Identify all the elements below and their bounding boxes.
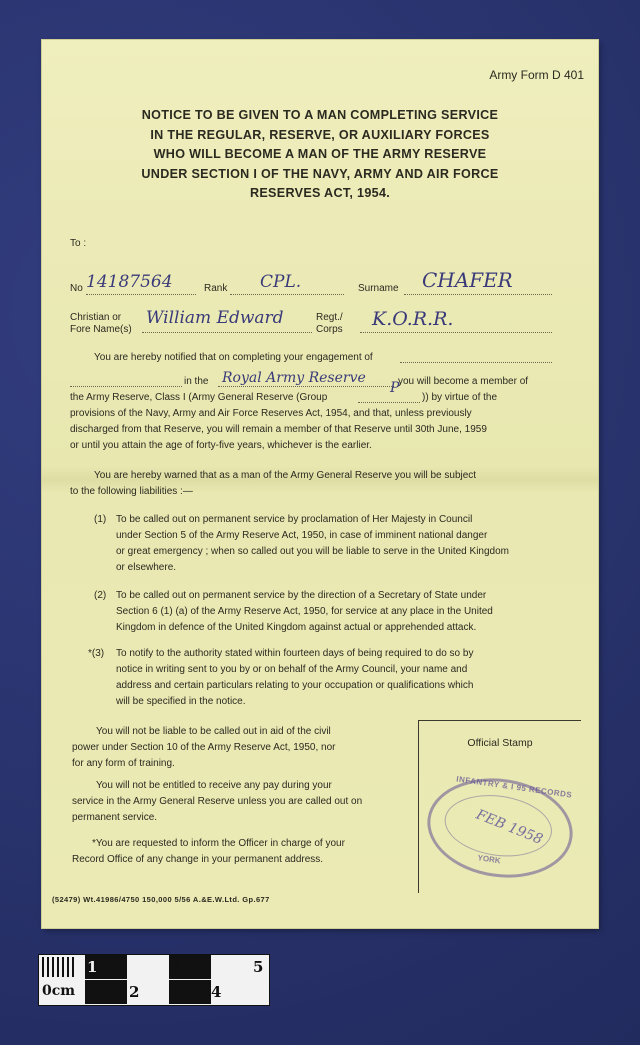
- item-line: Section 6 (1) (a) of the Army Reserve Act, 1950, for service at any place in the United: [116, 606, 493, 617]
- item-line: To be called out on permanent service by proclamation of Her Majesty in Council: [116, 514, 473, 525]
- notice-line: discharged from that Reserve, you will remain a member of that Reserve until 30th June, 1959: [70, 424, 487, 435]
- surname-line: [404, 294, 552, 295]
- reserve-value: Royal Army Reserve: [222, 370, 366, 386]
- item-number: *(3): [88, 648, 105, 659]
- scale-segment: [127, 955, 169, 979]
- scale-number: 5: [253, 958, 264, 976]
- reserve-line: [218, 386, 394, 387]
- notice-line-1: [94, 350, 554, 366]
- pay-line: You will not be entitled to receive any pay during your: [96, 780, 332, 791]
- liability-item-2: [94, 588, 556, 636]
- civil-line: for any form of training.: [72, 758, 175, 769]
- scale-number: 3: [171, 958, 182, 976]
- scale-segment: [39, 955, 86, 979]
- rank-line: [230, 294, 344, 295]
- item-number: (2): [94, 590, 107, 601]
- notice-body: [70, 406, 560, 454]
- notice-line-2-end: you will become a member of: [398, 376, 529, 387]
- inform-line: *You are requested to inform the Officer in charge of your: [92, 838, 345, 849]
- to-label: To :: [70, 238, 87, 249]
- notice-in-the: in the: [184, 376, 209, 387]
- record-office-stamp: [421, 769, 579, 886]
- notice-text: You are hereby notified that on completing your engagement of: [94, 352, 373, 363]
- regt-label: Regt./: [316, 312, 343, 323]
- group-line: [358, 402, 420, 403]
- scale-mm-ticks: [39, 955, 85, 979]
- official-stamp-box: [418, 720, 581, 893]
- inform-line: Record Office of any change in your permanent address.: [72, 854, 324, 865]
- service-number-line: [86, 294, 196, 295]
- engagement-line: [400, 362, 552, 363]
- civil-line: power under Section 10 of the Army Reserve Act, 1950, nor: [72, 742, 336, 753]
- item-text: [116, 588, 556, 636]
- scale-number: 1: [87, 958, 98, 976]
- warning-line: You are hereby warned that as a man of the Army General Reserve you will be subject: [94, 470, 477, 481]
- print-footer: (52479) Wt.41986/4750 150,000 5/56 A.&E.W.Ltd. Gp.677: [52, 895, 270, 904]
- corps-label: Corps: [316, 324, 343, 335]
- item-line: will be specified in the notice.: [116, 696, 246, 707]
- christian-name-line: [142, 332, 312, 333]
- heading-line: UNDER SECTION I OF THE NAVY, ARMY AND AIR FORCE: [141, 166, 499, 181]
- regt-line: [360, 332, 552, 333]
- form-heading: [82, 106, 558, 204]
- liability-item-1: [94, 512, 556, 576]
- item-line: notice in writing sent to you by or on behalf of the Army Council, your name and: [116, 664, 468, 675]
- scale-number: 4: [211, 983, 222, 1001]
- heading-line: WHO WILL BECOME A MAN OF THE ARMY RESERVE: [153, 147, 487, 161]
- fore-name-label: Fore Name(s): [70, 324, 132, 335]
- item-line: To be called out on permanent service by the direction of a Secretary of State under: [116, 590, 487, 601]
- notice-line-3a: the Army Reserve, Class I (Army General Reserve (Group: [70, 392, 328, 403]
- item-line: address and certain particulars relating to your occupation or qualifications which: [116, 680, 474, 691]
- heading-line: IN THE REGULAR, RESERVE, OR AUXILIARY FORCES: [150, 127, 490, 142]
- item-line: or elsewhere.: [116, 562, 177, 573]
- service-number-label: No: [70, 283, 83, 294]
- pay-line: service in the Army General Reserve unless you are called out on: [72, 796, 363, 807]
- scale-unit: 0cm: [42, 983, 76, 999]
- centimetre-scale-bar: [38, 954, 270, 1006]
- liability-item-3: [88, 646, 556, 710]
- surname-value: CHAFER: [422, 268, 513, 292]
- item-text: [116, 512, 556, 576]
- christian-name-value: William Edward: [146, 308, 284, 328]
- group-value: P: [390, 380, 400, 396]
- pay-paragraph: [72, 778, 402, 826]
- surname-label: Surname: [358, 283, 399, 294]
- form-number: Army Form D 401: [489, 68, 584, 82]
- in-the-blank-line: [70, 386, 182, 387]
- civil-line: You will not be liable to be called out in aid of the civil: [96, 726, 331, 737]
- stamp-date: FEB 1958: [473, 806, 545, 848]
- pay-line: permanent service.: [72, 812, 158, 823]
- rank-label: Rank: [204, 283, 228, 294]
- inform-paragraph: [72, 836, 412, 868]
- item-line: Kingdom in defence of the United Kingdom against actual or apprehended attack.: [116, 622, 477, 633]
- stamp-bottom-text: YORK: [477, 853, 502, 866]
- notice-line-3b: )) by virtue of the: [422, 392, 498, 403]
- item-line: under Section 5 of the Army Reserve Act, 1950, in case of imminent national danger: [116, 530, 488, 541]
- rank-value: CPL.: [260, 272, 302, 292]
- item-number: (1): [94, 514, 107, 525]
- christian-name-label: Christian or: [70, 312, 122, 323]
- heading-line: NOTICE TO BE GIVEN TO A MAN COMPLETING SERVICE: [141, 108, 499, 122]
- scale-segment: [169, 980, 211, 1004]
- scale-number: 2: [129, 983, 140, 1001]
- item-text: [116, 646, 556, 710]
- warning-paragraph: [70, 468, 560, 500]
- notice-line: or until you attain the age of forty-five years, whichever is the earlier.: [70, 440, 372, 451]
- item-line: or great emergency ; when so called out you will be liable to serve in the United Kingdom: [116, 546, 509, 557]
- stamp-ring-text: INFANTRY & I 95 RECORDS: [455, 774, 573, 800]
- service-number-value: 14187564: [86, 272, 173, 292]
- heading-line: RESERVES ACT, 1954.: [249, 186, 391, 200]
- scale-segment: [85, 980, 127, 1004]
- item-line: To notify to the authority stated within fourteen days of being required to do so by: [116, 648, 474, 659]
- civil-power-paragraph: [72, 724, 402, 772]
- official-stamp-title: Official Stamp: [467, 737, 533, 749]
- notice-line: provisions of the Navy, Army and Air Force Reserves Act, 1954, and that, unless previously: [70, 408, 472, 419]
- army-form-document: [42, 40, 598, 928]
- warning-line: to the following liabilities :—: [70, 486, 193, 497]
- regt-value: K.O.R.R.: [372, 308, 454, 330]
